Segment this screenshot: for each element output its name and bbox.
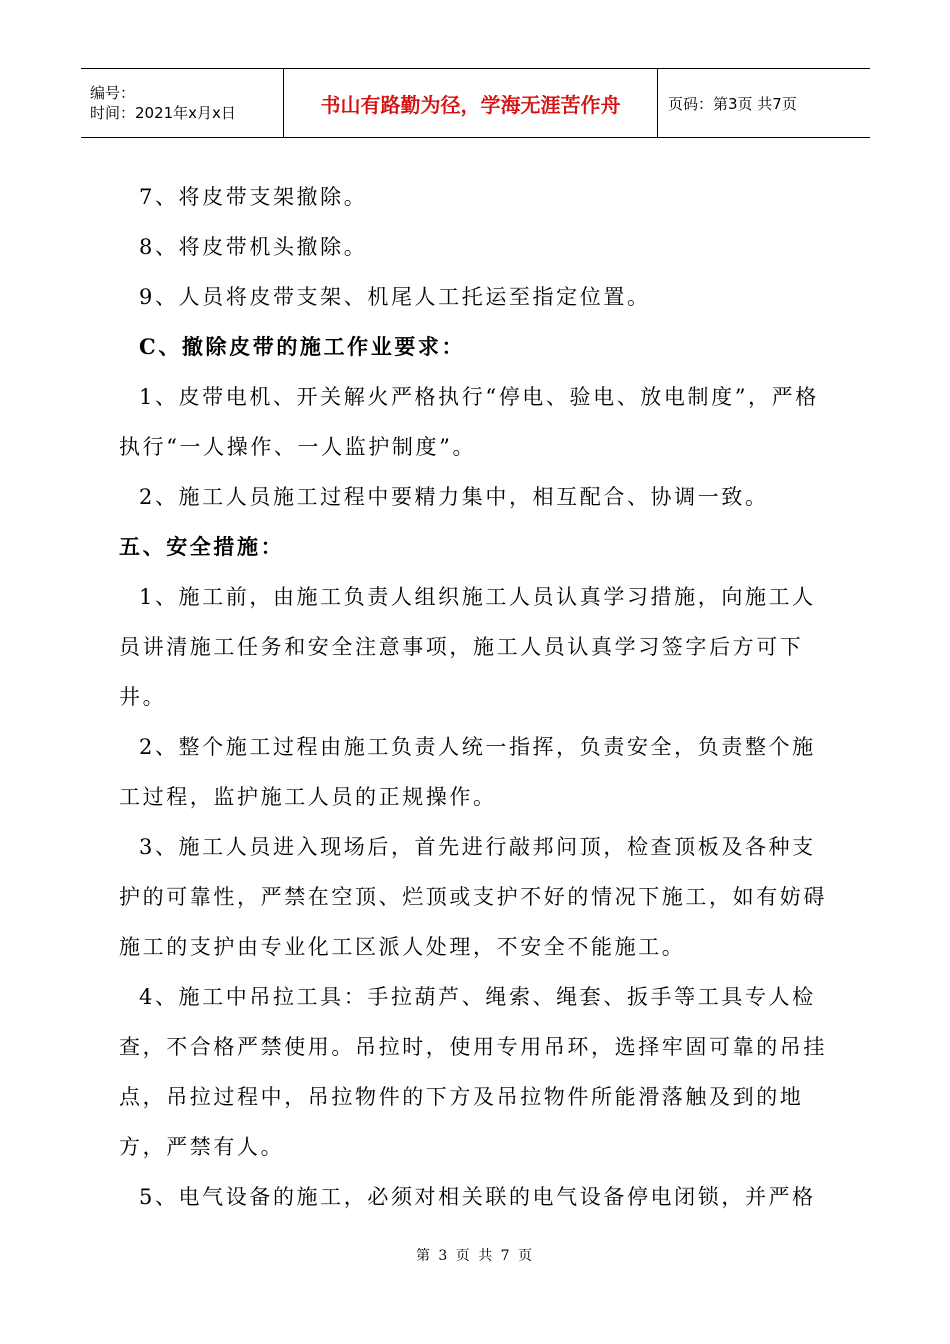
section-5-heading: 五、安全措施： <box>119 534 285 559</box>
paragraph-s4: 4、施工中吊拉工具：手拉葫芦、绳索、绳套、扳手等工具专人检查，不合格严禁使用。吊拉时，使用专用吊环，选择牢固可靠的吊挂点，吊拉过程中，吊拉物件的下方及吊拉物件所能滑落触及到的地方，严禁有人。 <box>119 985 827 1159</box>
paragraph-s5: 5、电气设备的施工，必须对相关联的电气设备停电闭锁，并严格 <box>139 1185 816 1209</box>
header-info <box>81 69 283 137</box>
paragraph-c2: 2、施工人员施工过程中要精力集中，相互配合、协调一致。 <box>139 485 769 509</box>
section-c-heading: C、撤除皮带的施工作业要求： <box>139 334 466 359</box>
paragraph-8: 8、将皮带机头撤除。 <box>139 235 368 259</box>
paragraph-s2: 2、整个施工过程由施工负责人统一指挥，负责安全，负责整个施工过程，监护施工人员的正规操作。 <box>119 735 816 809</box>
paragraph-7: 7、将皮带支架撤除。 <box>139 185 368 209</box>
page-footer: 第 3 页 共 7 页 <box>415 1248 535 1264</box>
paragraph-9: 9、人员将皮带支架、机尾人工托运至指定位置。 <box>139 285 651 309</box>
paragraph-c1: 1、皮带电机、开关解火严格执行“停电、验电、放电制度”，严格执行“一人操作、一人监护制度”。 <box>119 385 819 459</box>
number-label: 编号： <box>90 84 136 102</box>
motto: 书山有路勤为径，学海无涯苦作舟 <box>283 69 658 137</box>
paragraph-s3: 3、施工人员进入现场后，首先进行敲邦问顶，检查顶板及各种支护的可靠性，严禁在空顶、烂顶或支护不好的情况下施工，如有妨碍施工的支护由专业化工区派人处理，不安全不能施工。 <box>119 835 827 959</box>
paragraph-s1: 1、施工前，由施工负责人组织施工人员认真学习措施，向施工人员讲清施工任务和安全注意事项，施工人员认真学习签字后方可下井。 <box>119 585 816 709</box>
document-body <box>119 172 834 1222</box>
document-header <box>81 68 870 138</box>
page-code: 页码：第3页 共7页 <box>668 94 797 113</box>
date-label: 时间：2021年x月x日 <box>90 104 236 122</box>
